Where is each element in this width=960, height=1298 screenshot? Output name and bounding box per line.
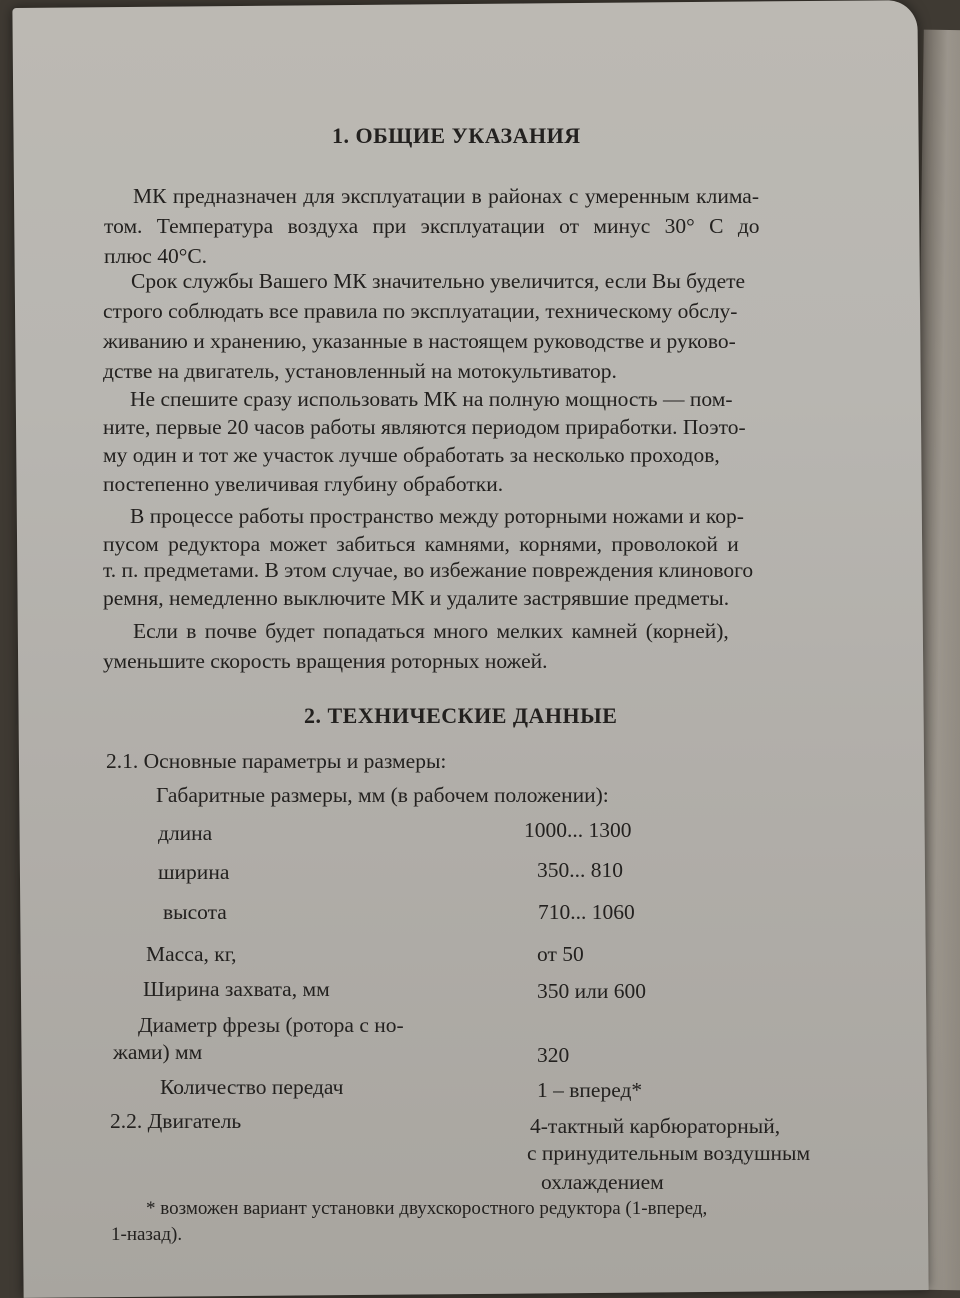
row-value-mass: от 50 <box>537 942 584 966</box>
row-label-length: длина <box>158 821 213 845</box>
footnote-line-1: * возможен вариант установки двухскоростного редуктора (1-вперед, <box>146 1198 708 1219</box>
row-value-gears: 1 – вперед* <box>537 1078 643 1102</box>
s2-dims-heading: Габаритные размеры, мм (в рабочем положении): <box>156 783 609 807</box>
s1-line-6: живанию и хранению, указанные в настоящем руководстве и руково- <box>103 329 736 353</box>
s1-line-8: Не спешите сразу использовать МК на полную мощность — пом- <box>130 387 733 411</box>
section1-title: 1. ОБЩИЕ УКАЗАНИЯ <box>332 123 581 148</box>
row-label-capture-width: Ширина захвата, мм <box>143 977 330 1001</box>
s1-line-14: т. п. предметами. В этом случае, во избежание повреждения клинового <box>103 558 754 582</box>
row-value-width: 350... 810 <box>537 858 623 882</box>
row-value-diameter: 320 <box>537 1043 570 1067</box>
s1-line-3: плюс 40°С. <box>104 244 208 268</box>
s1-line-11: постепенно увеличивая глубину обработки. <box>103 472 504 496</box>
engine-value-3: охлаждением <box>541 1170 664 1194</box>
row-label-gears: Количество передач <box>160 1075 344 1099</box>
s1-line-16: Если в почве будет попадаться много мелких камней (корней), <box>133 619 729 643</box>
row-label-height: высота <box>163 900 227 924</box>
row-value-capture-width: 350 или 600 <box>537 979 646 1003</box>
engine-value-1: 4-тактный карбюраторный, <box>530 1114 781 1138</box>
s1-line-17: уменьшите скорость вращения роторных ножей. <box>103 649 548 673</box>
footnote-line-2: 1-назад). <box>111 1224 183 1245</box>
row-label-mass: Масса, кг, <box>146 942 237 966</box>
s2-sub1: 2.1. Основные параметры и размеры: <box>106 749 447 773</box>
s1-line-1: МК предназначен для эксплуатации в районах с умеренным клима- <box>133 184 759 208</box>
s1-line-9: ните, первые 20 часов работы являются периодом приработки. Поэто- <box>103 415 746 439</box>
engine-value-2: с принудительным воздушным <box>527 1141 811 1165</box>
row-label-width: ширина <box>158 860 230 884</box>
s1-line-10: му один и тот же участок лучше обработать за несколько проходов, <box>103 443 720 467</box>
s1-line-2: том. Температура воздуха при эксплуатации от минус 30° С до <box>104 214 760 238</box>
s1-line-7: дстве на двигатель, установленный на мотокультиватор. <box>103 359 617 383</box>
s1-line-12: В процессе работы пространство между роторными ножами и кор- <box>130 504 744 528</box>
row-label-diameter-2: жами) мм <box>113 1040 203 1064</box>
s1-line-4: Срок службы Вашего МК значительно увеличится, если Вы будете <box>131 269 746 293</box>
section2-title: 2. ТЕХНИЧЕСКИЕ ДАННЫЕ <box>304 703 618 728</box>
s1-line-13: пусом редуктора может забиться камнями, корнями, проволокой и <box>103 532 739 556</box>
row-value-length: 1000... 1300 <box>524 818 632 842</box>
engine-label: 2.2. Двигатель <box>110 1109 242 1133</box>
s1-line-5: строго соблюдать все правила по эксплуатации, техническому обслу- <box>103 299 738 323</box>
s1-line-15: ремня, немедленно выключите МК и удалите застрявшие предметы. <box>103 586 730 610</box>
row-value-height: 710... 1060 <box>538 900 635 924</box>
row-label-diameter-1: Диаметр фрезы (ротора с но- <box>138 1013 404 1037</box>
